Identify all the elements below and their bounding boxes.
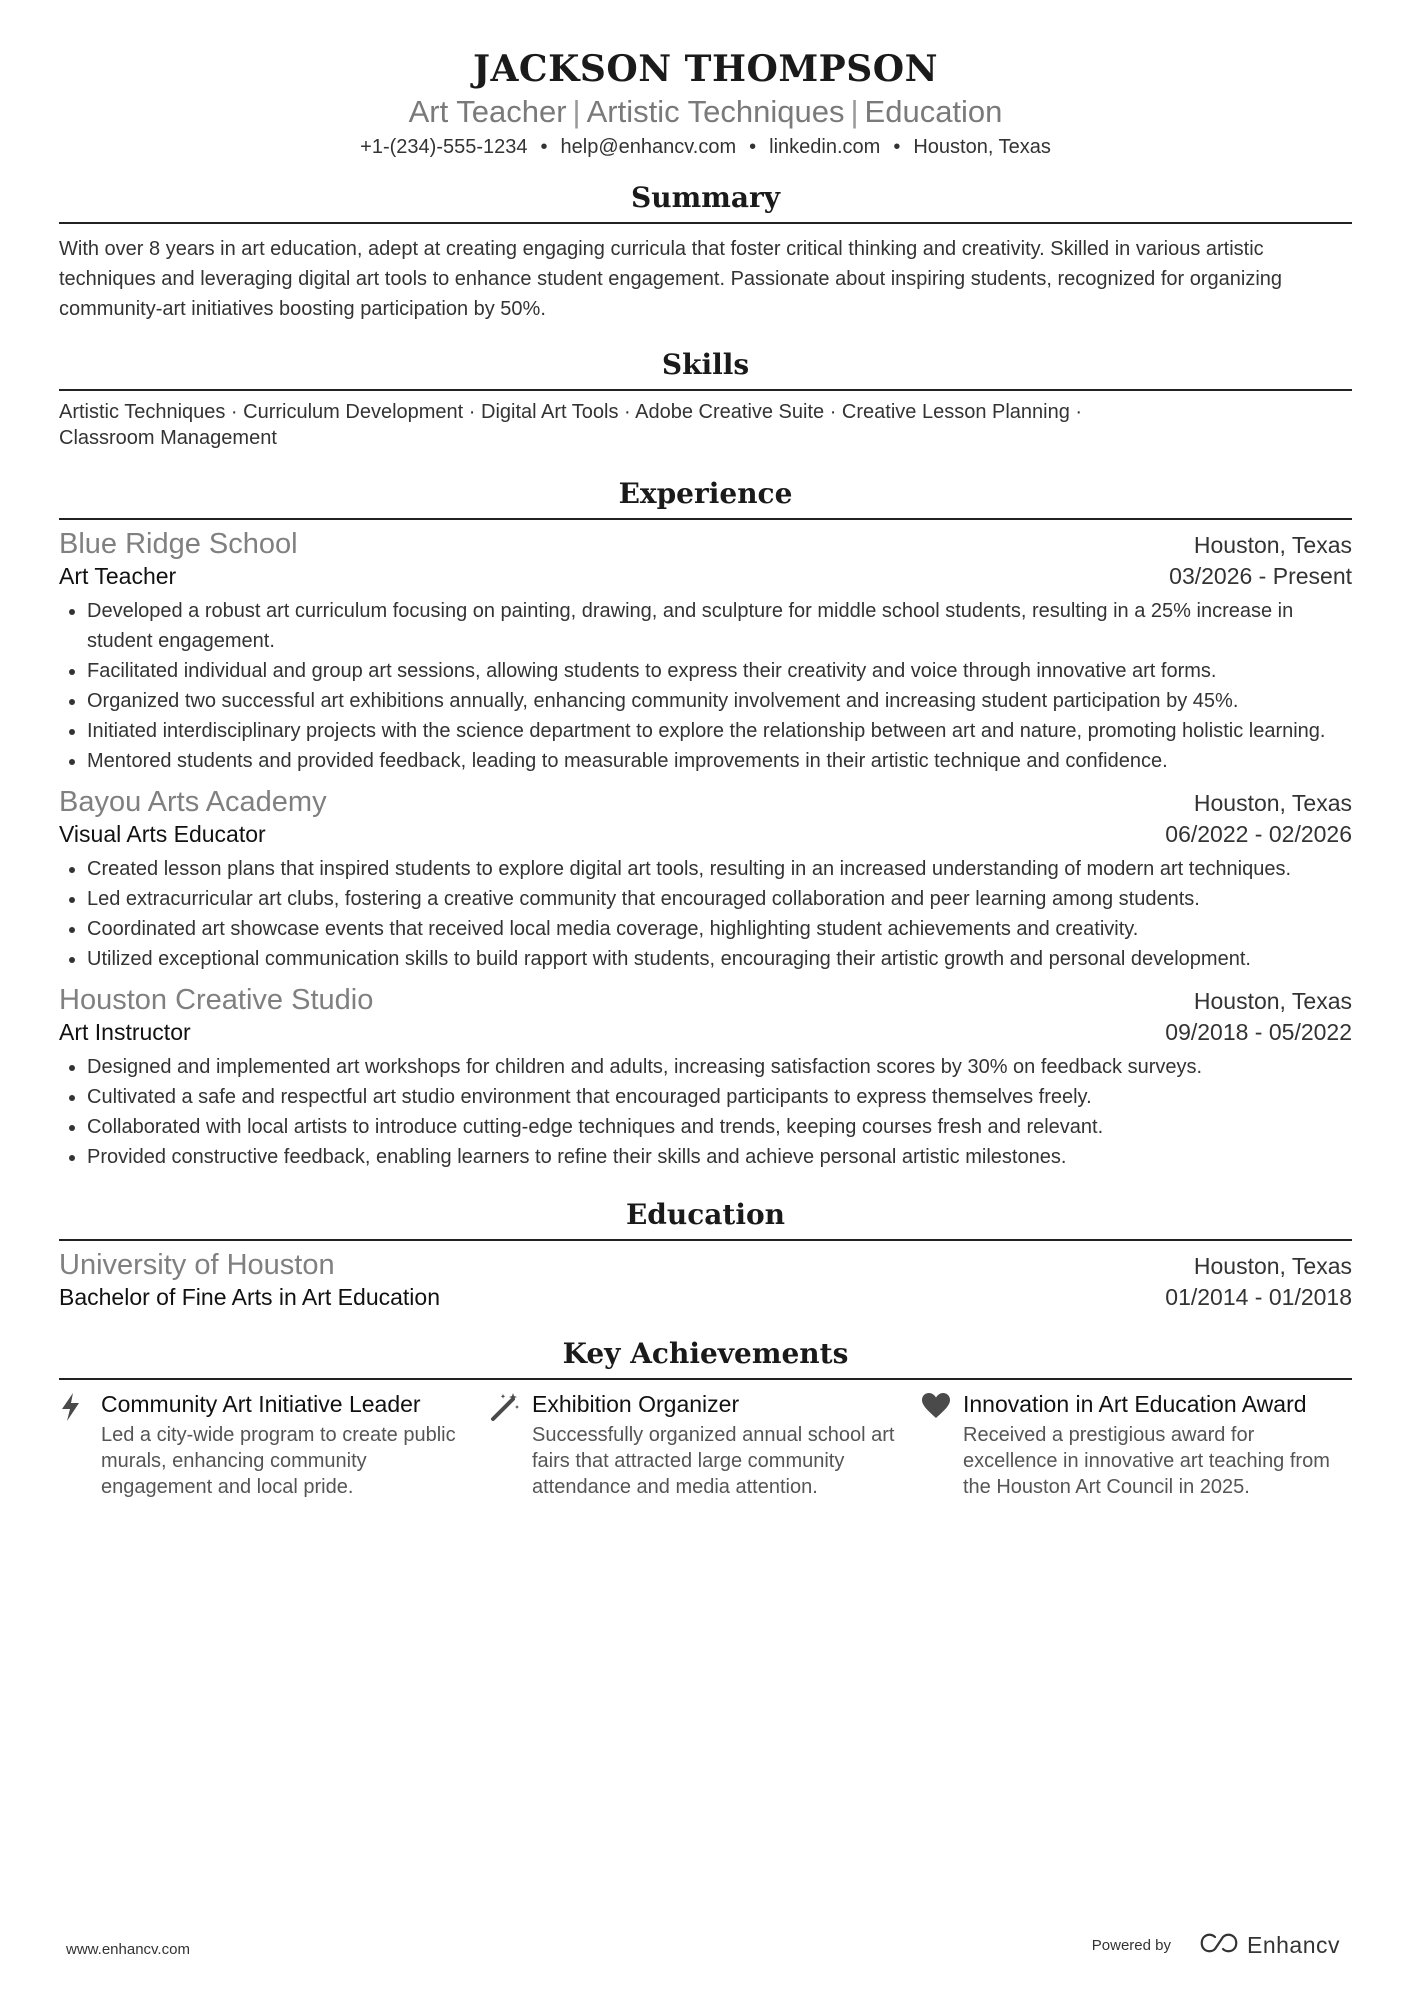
achievement-body <box>101 1390 490 1500</box>
education-subheader <box>59 1284 1352 1311</box>
education-location: Houston, Texas <box>1193 1253 1352 1279</box>
job-role: Visual Arts Educator <box>59 821 266 847</box>
headline-title: Art Teacher <box>408 94 567 129</box>
job-bullet: • Facilitated individual and group art sessions, allowing students to express their creativity and voice through innovative art forms. <box>87 656 1352 686</box>
job-bullet: • Initiated interdisciplinary projects with the science department to explore the relationship between art and nature, promoting holistic learning. <box>87 716 1352 746</box>
job-bullet: • Organized two successful art exhibitions annually, enhancing community involvement and increasing student participation by 45%. <box>87 686 1352 716</box>
job-location: Houston, Texas <box>1193 988 1352 1014</box>
job-bullet: • Collaborated with local artists to introduce cutting-edge techniques and trends, keeping courses fresh and relevant. <box>87 1112 1352 1142</box>
achievements-title: Key Achievements <box>59 1337 1352 1380</box>
headline-field: Education <box>864 94 1003 129</box>
contact-separator: • <box>749 136 757 158</box>
job-bullet: • Designed and implemented art workshops for children and adults, increasing satisfaction scores by 30% on feedback surveys. <box>87 1052 1352 1082</box>
job-bullet: • Mentored students and provided feedback, leading to measurable improvements in their artistic technique and confidence. <box>87 746 1352 776</box>
lightning-bolt-icon <box>59 1390 101 1500</box>
job-bullet: • Created lesson plans that inspired students to explore digital art tools, resulting in an increased understanding of modern art techniques. <box>87 854 1352 884</box>
job-bullet: • Cultivated a safe and respectful art studio environment that encouraged participants to express themselves freely. <box>87 1082 1352 1112</box>
contact-location: Houston, Texas <box>913 136 1051 158</box>
job-bullet: • Developed a robust art curriculum focusing on painting, drawing, and sculpture for middle school students, resulting in a 25% increase in student engagement. <box>87 596 1352 656</box>
experience-section <box>59 477 1352 1172</box>
education-degree: Bachelor of Fine Arts in Art Education <box>59 1284 440 1310</box>
education-header <box>59 1249 1352 1282</box>
job-company: Bayou Arts Academy <box>59 786 327 818</box>
headline-separator: | <box>850 94 859 129</box>
summary-section <box>59 181 1352 324</box>
contact-linkedin[interactable]: linkedin.com <box>769 136 881 158</box>
achievement-body <box>532 1390 921 1500</box>
achievement-item <box>59 1390 490 1500</box>
candidate-name: JACKSON THOMPSON <box>472 48 939 90</box>
achievement-title: Community Art Initiative Leader <box>101 1391 421 1417</box>
enhancv-logo-icon <box>1197 1932 1241 1959</box>
job-subheader <box>59 563 1352 590</box>
job-location: Houston, Texas <box>1193 532 1352 558</box>
job-bullets <box>59 1052 1352 1172</box>
contact-line <box>59 136 1352 159</box>
achievements-section <box>59 1337 1352 1500</box>
job-bullet: • Led extracurricular art clubs, fostering a creative community that encouraged collaboration and peer learning among students. <box>87 884 1352 914</box>
achievement-item <box>490 1390 921 1500</box>
summary-title: Summary <box>59 181 1352 224</box>
contact-phone[interactable]: +1-(234)-555-1234 <box>360 136 528 158</box>
achievements-grid <box>59 1390 1352 1500</box>
footer-branding <box>1092 1932 1340 1959</box>
skills-list <box>59 399 1352 451</box>
achievement-title: Exhibition Organizer <box>532 1391 740 1417</box>
job-entry <box>59 984 1352 1172</box>
achievement-desc: Successfully organized annual school art fairs that attracted large community attendance and media attention. <box>532 1424 895 1498</box>
achievement-desc: Led a city-wide program to create public murals, enhancing community engagement and local pride. <box>101 1424 456 1498</box>
job-header <box>59 528 1352 561</box>
skills-section <box>59 348 1352 451</box>
skills-line: Classroom Management <box>59 427 277 449</box>
job-bullets <box>59 854 1352 974</box>
job-entry <box>59 528 1352 776</box>
job-header <box>59 786 1352 819</box>
job-subheader <box>59 1019 1352 1046</box>
education-section <box>59 1198 1352 1311</box>
education-school: University of Houston <box>59 1249 335 1281</box>
job-bullet: • Coordinated art showcase events that received local media coverage, highlighting student achievements and creativity. <box>87 914 1352 944</box>
magic-wand-icon <box>490 1390 532 1500</box>
headline-skill: Artistic Techniques <box>586 94 845 129</box>
job-header <box>59 984 1352 1017</box>
job-company: Blue Ridge School <box>59 528 298 560</box>
job-dates: 06/2022 - 02/2026 <box>1165 821 1352 847</box>
job-bullet: • Provided constructive feedback, enabling learners to refine their skills and achieve personal artistic milestones. <box>87 1142 1352 1172</box>
job-role: Art Teacher <box>59 563 177 589</box>
skills-title: Skills <box>59 348 1352 391</box>
job-location: Houston, Texas <box>1193 790 1352 816</box>
experience-title: Experience <box>59 477 1352 520</box>
skills-line: Artistic Techniques · Curriculum Development · Digital Art Tools · Adobe Creative Suite · Creative Lesson Planning · <box>59 401 1083 423</box>
headline <box>59 94 1352 130</box>
job-entry <box>59 786 1352 974</box>
job-bullet: • Utilized exceptional communication skills to build rapport with students, encouraging their artistic growth and personal development. <box>87 944 1352 974</box>
achievement-desc: Received a prestigious award for excellence in innovative art teaching from the Houston Art Council in 2025. <box>963 1424 1330 1498</box>
job-bullets <box>59 596 1352 776</box>
resume-page <box>59 0 1352 1500</box>
brand-name[interactable]: Enhancv <box>1246 1932 1340 1958</box>
education-title: Education <box>59 1198 1352 1241</box>
education-dates: 01/2014 - 01/2018 <box>1165 1284 1352 1310</box>
contact-separator: • <box>540 136 548 158</box>
job-role: Art Instructor <box>59 1019 191 1045</box>
powered-by-label: Powered by <box>1091 1937 1171 1954</box>
headline-separator: | <box>572 94 581 129</box>
contact-email[interactable]: help@enhancv.com <box>560 136 737 158</box>
heart-icon <box>921 1390 963 1500</box>
achievement-item <box>921 1390 1352 1500</box>
contact-separator: • <box>893 136 901 158</box>
achievement-title: Innovation in Art Education Award <box>963 1391 1307 1417</box>
achievement-body <box>963 1390 1352 1500</box>
footer-website[interactable]: www.enhancv.com <box>66 1941 190 1958</box>
job-dates: 03/2026 - Present <box>1169 563 1352 589</box>
job-dates: 09/2018 - 05/2022 <box>1165 1019 1352 1045</box>
job-subheader <box>59 821 1352 848</box>
summary-text: With over 8 years in art education, adept at creating engaging curricula that foster critical thinking and creativity. Skilled in various artistic techniques and leveraging digital art tools to enhance student engagement. Passionate about inspiring students, recognized for organizing community-art initiatives boosting participation by 50%. <box>59 238 1283 320</box>
resume-header <box>59 48 1352 159</box>
job-company: Houston Creative Studio <box>59 984 374 1016</box>
